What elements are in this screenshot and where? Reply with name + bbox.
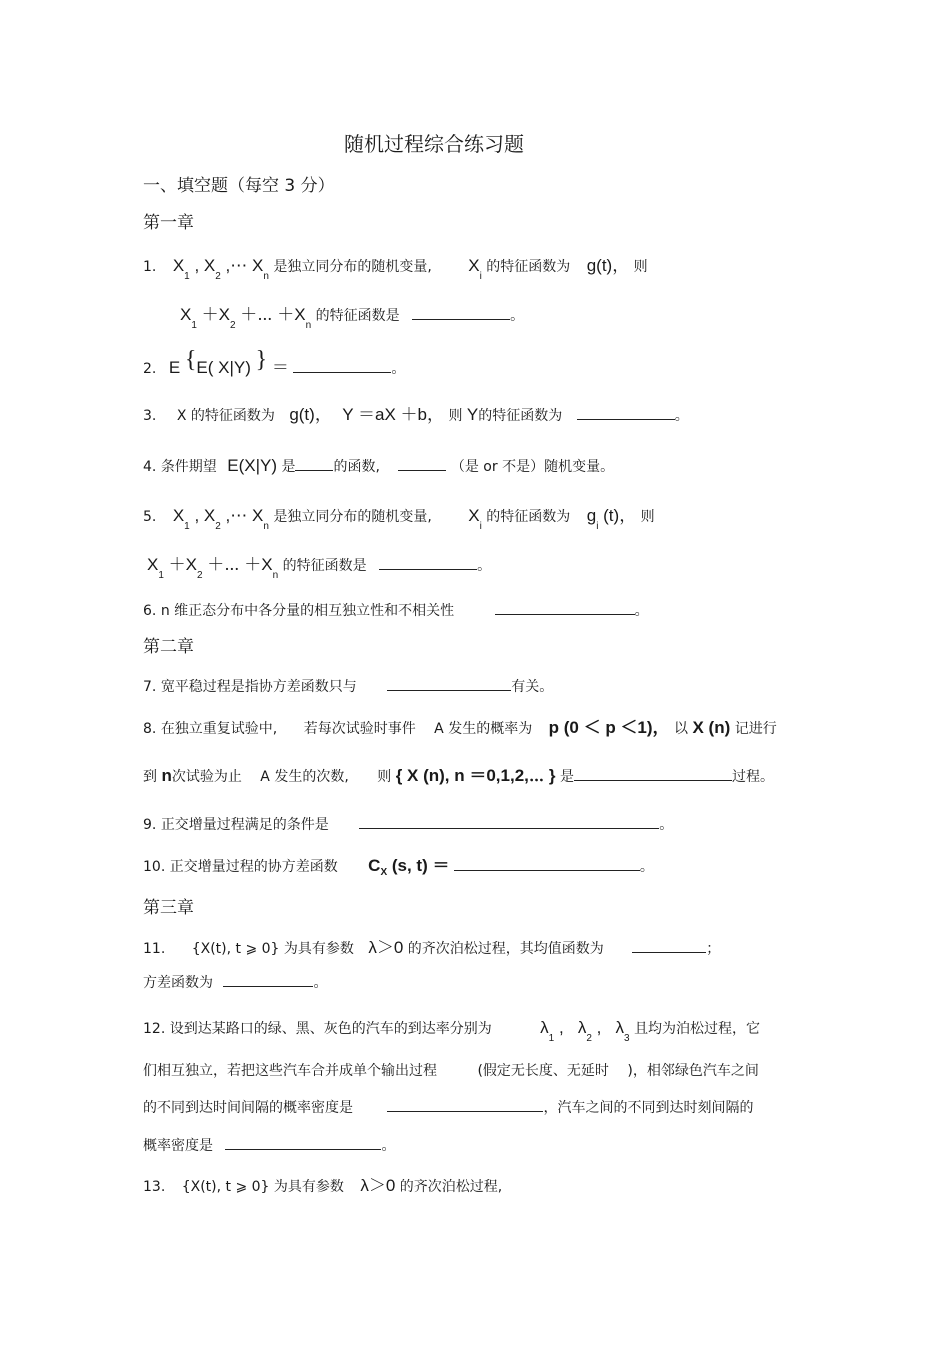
answer-blank[interactable] [293,371,391,373]
question-text: 则 [633,259,648,275]
question-text: 次试验为止 [171,769,242,785]
question-2: 2. E {E( X|Y) } ＝ 。 [143,347,406,377]
question-text: 则 [448,408,463,424]
question-number: 9. [143,817,157,833]
question-text: 正交增量过程满足的条件是 [160,817,329,833]
question-text: 是独立同分布的随机变量, [273,259,432,275]
question-number: 12. [143,1021,166,1037]
period: 。 [634,603,649,619]
period: 。 [510,308,525,324]
answer-blank[interactable] [379,568,477,570]
question-text: X 的特征函数为 [176,408,275,424]
answer-blank[interactable] [225,1148,381,1150]
question-5-line-2: $X_1 +X_2$ ＋⋯ $+X_n$ 的特征函数是 。 [147,555,492,582]
math-expression: λ＞0 [368,938,404,957]
question-text: 的特征函数为 [478,408,563,424]
question-text: 们相互独立，若把这些汽车合并成单个输出过程 [143,1063,437,1079]
question-number: 3. [143,408,157,424]
period: 。 [639,859,654,875]
question-text: 是 [559,769,574,785]
section-heading: 一、填空题（每空 3 分） [143,176,335,196]
question-text: 为具有参数 [283,941,354,957]
question-12-line-2 [143,1061,759,1081]
question-text: 是独立同分布的随机变量, [273,509,432,525]
question-text: 的特征函数是 [315,308,400,324]
question-number: 4. [143,459,157,475]
question-number: 13. [143,1179,166,1195]
answer-blank[interactable] [359,827,659,829]
period: 。 [381,1138,396,1154]
question-12-line-1: 12. 设到达某路口的绿、黑、灰色的汽车的到达率分别为 $\lambda_1$ , $\lambda_2$ , $\lambda_3$ 且均为泊松过程，它 [143,1018,761,1045]
question-text: n 维正态分布中各分量的相互独立性和不相关性 [160,603,455,619]
question-8-line-2 [143,766,774,787]
question-text: 过程。 [731,769,774,785]
question-12-line-4 [143,1136,395,1156]
question-11-line-1: 11. {X(t), t ⩾ 0} 为具有参数 λ＞0 的齐次泊松过程，其均值函数为 ； [143,938,721,957]
answer-blank[interactable] [495,613,635,615]
question-text: （是 or 不是）随机变量。 [450,459,615,475]
page-title: 随机过程综合练习题 [344,132,524,156]
question-number: 7. [143,679,157,695]
period: 。 [477,558,492,574]
answer-blank[interactable] [412,318,510,320]
question-number: 11. [143,941,166,957]
question-text: 则 [640,509,655,525]
math-expression: Y ＝aX ＋b， [342,405,444,424]
period: 。 [659,817,674,833]
answer-blank[interactable] [398,469,446,471]
math-expression: X (n) [692,718,731,737]
math-expression: g(t)， [586,256,630,275]
question-text: A 发生的次数, [260,769,349,785]
question-text: 是 [281,459,296,475]
question-text: 的齐次泊松过程, [399,1179,503,1195]
answer-blank[interactable] [387,689,511,691]
question-7 [143,677,553,697]
answer-blank[interactable] [574,779,732,781]
question-text: 到 [143,769,157,785]
question-10: 10. 正交增量过程的协方差函数 $C_X$ (s, t) ＝ 。 [143,856,654,878]
question-text: A 发生的概率为 [434,721,533,737]
question-text: 的函数, [333,459,380,475]
answer-blank[interactable] [577,418,675,420]
question-9 [143,815,673,835]
question-text: 则 [377,769,392,785]
question-text: 以 [674,721,689,737]
question-12-line-3 [143,1098,753,1118]
answer-blank[interactable] [454,869,640,871]
chapter-2-heading: 第二章 [143,637,194,657]
question-1-line-1: 1. $X_1$ , $X_2$ ,⋯ $X_n$ 是独立同分布的随机变量, $X_i$ 的特征函数为 g(t)， 则 [143,256,648,283]
question-number: 6. [143,603,157,619]
question-number: 5. [143,509,157,525]
math-expression: (s, t) ＝ [391,856,450,875]
math-expression: g(t)， [289,405,332,424]
question-text: )，相邻绿色汽车之间 [627,1063,759,1079]
math-expression: {X(t), t ⩾ 0} [191,941,280,957]
math-expression: p (0 ＜ p ＜1)， [548,718,670,737]
answer-blank[interactable] [387,1110,543,1112]
period: 。 [391,361,406,377]
question-4 [143,456,614,477]
chapter-1-heading: 第一章 [143,213,194,233]
math-expression: Y [466,405,479,424]
question-text: 有关。 [511,679,554,695]
question-number: 2. [143,361,157,377]
answer-blank[interactable] [295,469,333,471]
question-6 [143,601,649,621]
question-3 [143,405,689,426]
period: 。 [674,408,689,424]
math-expression: λ＞0 [360,1176,396,1195]
math-expression: C [368,856,381,875]
question-11-line-2 [143,973,327,993]
question-number: 8. [143,721,157,737]
period: 。 [313,975,328,991]
question-text: 条件期望 [160,459,217,475]
question-text: 在独立重复试验中, [160,721,278,737]
question-text: 的齐次泊松过程，其均值函数为 [407,941,604,957]
math-expression: E(X|Y) [227,456,278,475]
question-text: 且均为泊松过程，它 [634,1021,761,1037]
question-text: 为具有参数 [273,1179,344,1195]
question-text: 的不同到达时间间隔的概率密度是 [143,1100,353,1116]
math-expression: n [161,766,172,785]
question-text: 的特征函数是 [282,558,367,574]
question-number: 1. [143,259,157,275]
question-8-line-1 [143,718,777,739]
question-text: (假定无长度、无延时 [477,1063,609,1079]
question-text: 记进行 [734,721,777,737]
question-13 [143,1176,502,1197]
question-text: 概率密度是 [143,1138,213,1154]
math-expression: {X(t), t ⩾ 0} [181,1179,270,1195]
question-1-line-2: $X_1 +X_2$ ＋⋯ $+X_n$ 的特征函数是 。 [180,305,525,332]
math-expression: { X (n), n ＝0,1,2,⋯ } [395,766,556,785]
question-text: ，汽车之间的不同到达时刻间隔的 [543,1100,754,1116]
question-text: 的特征函数为 [486,509,571,525]
question-text: 方差函数为 [143,975,213,991]
question-text: 设到达某路口的绿、黑、灰色的汽车的到达率分别为 [169,1021,492,1037]
answer-blank[interactable] [632,951,706,953]
chapter-3-heading: 第三章 [143,898,194,918]
question-number: 10. [143,859,166,875]
question-text: 若每次试验时事件 [303,721,416,737]
question-text: 的特征函数为 [486,259,571,275]
question-text: 宽平稳过程是指协方差函数只与 [160,679,357,695]
question-text: 正交增量过程的协方差函数 [169,859,338,875]
question-5-line-1: 5. $X_1$ , $X_2$ ,⋯ $X_n$ 是独立同分布的随机变量, $X_i$ 的特征函数为 $g_i$ (t)， 则 [143,506,655,533]
answer-blank[interactable] [223,985,313,987]
